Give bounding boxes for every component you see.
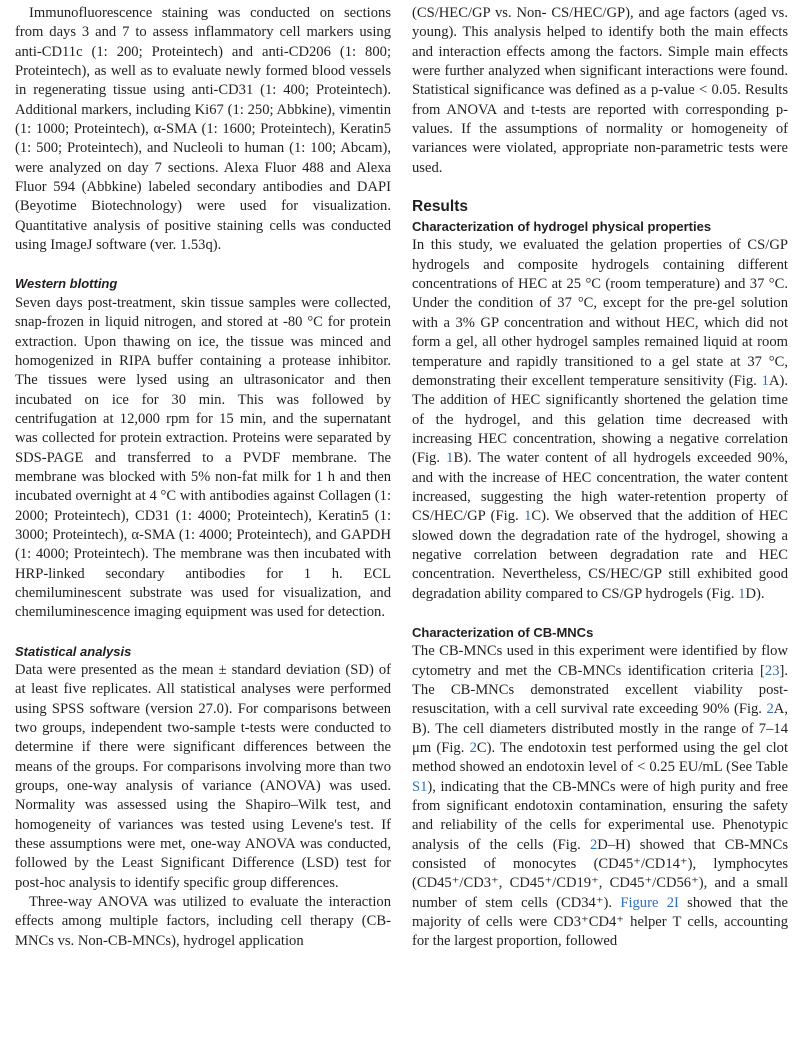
figure-link[interactable]: 2 xyxy=(766,701,774,718)
text-run: A, B). The cell diameters distributed mostly in the range of 7–14 μm (Fig. xyxy=(412,701,788,757)
reference-link[interactable]: 23 xyxy=(764,662,780,679)
table-link[interactable]: S1 xyxy=(412,778,428,795)
paragraph-hydrogel-properties xyxy=(412,236,788,604)
figure-link[interactable]: 1 xyxy=(524,508,532,525)
text-run: D). xyxy=(745,585,765,602)
text-run: A). The addition of HEC significantly shortened the gelation time of the hydrogel, and this gelation time decreased with increasing HEC concentration, showing a negative correlation (Fig. xyxy=(412,372,788,467)
figure-link[interactable]: 2 xyxy=(589,836,598,853)
heading-results: Results xyxy=(412,198,468,216)
right-column xyxy=(412,4,788,952)
paragraph-statistical-analysis: Data were presented as the mean ± standard deviation (SD) of at least five replicates. All statistical analyses were performed using SPSS software (version 27.0). For comparisons between two groups, independent two-sample t-tests were conducted to determine if there were significant differences between the means of the groups. For comparisons involving more than two groups, one-way analysis of variance (ANOVA) was used. Normality was assessed using the Shapiro–Wilk test, and homogeneity of variances was tested using Levene's test. If these assumptions were met, one-way ANOVA was conducted, followed by the Least Significant Difference (LSD) test for post-hoc analysis to identify specific group differences. xyxy=(15,662,391,891)
figure-link[interactable]: 1 xyxy=(738,585,746,602)
heading-cb-mncs: Characterization of CB-MNCs xyxy=(412,624,594,640)
figure-link[interactable]: 2 xyxy=(469,740,477,757)
text-run: C). The endotoxin test performed using the gel clot method showed an endotoxin level of < 0.25 EU/mL (See Table xyxy=(412,740,789,776)
paragraph-statistics-continued: (CS/HEC/GP vs. Non- CS/HEC/GP), and age factors (aged vs. young). This analysis helped to identify both the main effects and interaction effects among the factors. Simple main effects were further analyzed when significant interactions were found. Statistical significance was defined as a p-value < 0.05. Results from ANOVA and t-tests are reported with corresponding p-values. If the assumptions of normality or homogeneity of variances were violated, appropriate non-parametric tests were used. xyxy=(412,5,788,176)
figure-link[interactable]: 1 xyxy=(446,450,454,467)
heading-hydrogel-properties: Characterization of hydrogel physical properties xyxy=(412,219,712,235)
text-run: ), indicating that the CB-MNCs were of high purity and free from significant endotoxin contamination, ensuring the safety and reliability of the cells for experimental use. Phenotypic analysis of the cells (Fig. xyxy=(412,778,788,853)
heading-western-blotting: Western blotting xyxy=(15,276,118,292)
text-run: ]. The CB-MNCs demonstrated excellent viability post-resuscitation, with a cell survival rate exceeding 90% (Fig. xyxy=(412,662,788,718)
paragraph-three-way-anova: Three-way ANOVA was utilized to evaluate the interaction effects among multiple factors, including cell therapy (CB-MNCs vs. Non-CB-MNCs), hydrogel application xyxy=(15,894,391,949)
text-run: D–H) showed that CB-MNCs consisted of monocytes (CD45⁺/CD14⁺), lymphocytes (CD45⁺/CD3⁺, CD45⁺/CD19⁺, CD45⁺/CD56⁺), and a small number of stem cells (CD34⁺). xyxy=(412,836,788,911)
text-run: B). The water content of all hydrogels exceeded 90%, and with the increase of HEC concentration, the water content increased, suggesting the high water-retention property of CS/HEC/GP (Fig. xyxy=(412,450,788,525)
text-run: The CB-MNCs used in this experiment were identified by flow cytometry and met the CB-MNCs identification criteria [ xyxy=(412,643,788,679)
figure-link[interactable]: 1 xyxy=(761,372,769,389)
figure-link[interactable]: Figure 2I xyxy=(620,894,679,911)
text-run: showed that the majority of cells were CD3⁺CD4⁺ helper T cells, accounting for the largest proportion, followed xyxy=(412,894,788,950)
text-run: C). We observed that the addition of HEC slowed down the degradation rate of the hydrogel, showing a negative correlation between degradation rate and HEC concentration. Nevertheless, CS/HEC/GP still exhibited good degradation ability compared to CS/GP hydrogels (Fig. xyxy=(412,508,788,602)
heading-statistical-analysis: Statistical analysis xyxy=(15,643,132,659)
paragraph-immunofluorescence: Immunofluorescence staining was conducted on sections from days 3 and 7 to assess inflammatory cell markers using anti-CD11c (1: 200; Proteintech) and anti-CD206 (1: 800; Proteintech), as well as to evaluate newly formed blood vessels in regenerating tissue using anti-CD31 (1: 400; Proteintech). Additional markers, including Ki67 (1: 250; Abbkine), vimentin (1: 1000; Proteintech), α-SMA (1: 1600; Proteintech), Keratin5 (1: 500; Proteintech), and Nucleoli to human (1: 100; Abcam), were analyzed on day 7 sections. Alexa Fluor 488 and Alexa Fluor 594 (Abbkine) labeled secondary antibodies and DAPI (Beyotime Biotechnology) were used for visualization. Quantitative analysis of positive staining cells was conducted using ImageJ software (ver. 1.53q). xyxy=(15,5,391,254)
paragraph-cb-mncs xyxy=(412,642,788,952)
paragraph-western-blotting: Seven days post-treatment, skin tissue samples were collected, snap-frozen in liquid nitrogen, and stored at -80 °C for protein extraction. Upon thawing on ice, the tissue was minced and homogenized in RIPA buffer containing a protease inhibitor. The tissues were lysed using an ultrasonicator and then incubated on ice for 30 min. This was followed by centrifugation at 12,000 rpm for 15 min, and the supernatant was collected for protein extraction. Proteins were separated by SDS-PAGE and transferred to a PVDF membrane. The membrane was blocked with 5% non-fat milk for 1 h and then incubated overnight at 4 °C with antibodies against Collagen (1: 2000; Proteintech), CD31 (1: 4000; Proteintech), Keratin5 (1: 3000; Proteintech), α-SMA (1: 4000; Proteintech), and GAPDH (1: 4000; Proteintech). The membrane was then incubated with HRP-linked secondary antibodies for 1 h. ECL chemiluminescent substrate was used for visualization, and chemiluminescence imaging equipment was used for detection. xyxy=(15,294,391,621)
left-column xyxy=(15,4,391,951)
text-run: In this study, we evaluated the gelation properties of CS/GP hydrogels and composite hydrogels containing different concentrations of HEC at 25 °C (room temperature) and 37 °C. Under the condition of 37 °C, except for the pre-gel solution with a 3% GP concentration and without HEC, which did not form a gel, all other hydrogel samples remained liquid at room temperature and rapidly transitioned to a gel state at 37 °C, demonstrating their excellent temperature sensitivity (Fig. xyxy=(412,237,788,389)
